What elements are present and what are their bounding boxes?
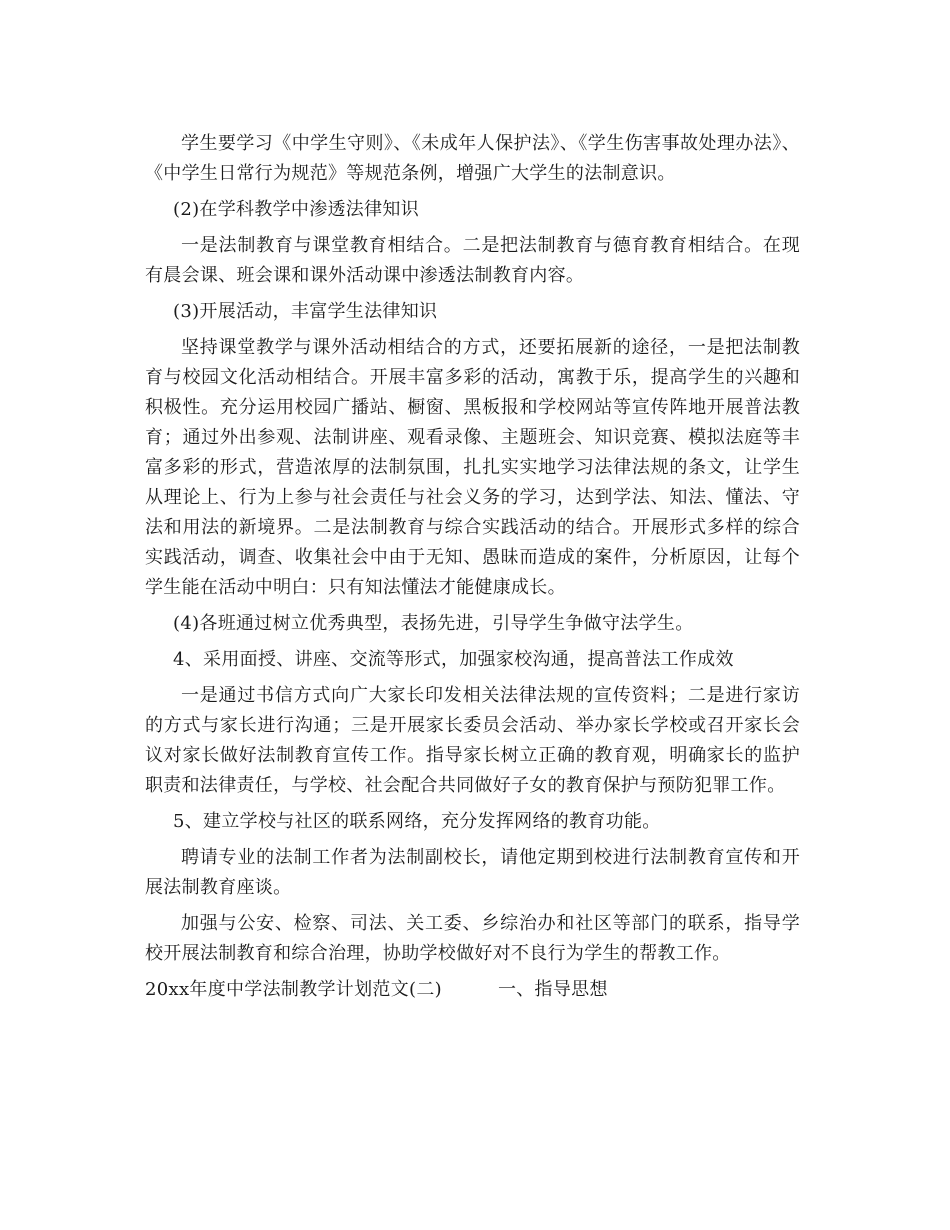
next-document-title: 20xx年度中学法制教学计划范文(二) — [145, 979, 442, 1000]
subheading-activities: (3)开展活动，丰富学生法律知识 — [173, 301, 438, 322]
subheading-class-models: (4)各班通过树立优秀典型，表扬先进，引导学生争做守法学生。 — [173, 613, 694, 634]
document-page — [145, 129, 800, 1011]
paragraph-activities-detail: 坚持课堂教学与课外活动相结合的方式，还要拓展新的途径，一是把法制教育与校园文化活动相结合。开展丰富多彩的活动，寓教于乐，提高学生的兴趣和积极性。充分运用校园广播站、橱窗、黑板报和学校网站等宣传阵地开展普法教育；通过外出参观、法制讲座、观看录像、主题班会、知识竞赛、模拟法庭等丰富多彩的形式，营造浓厚的法制氛围，扎扎实实地学习法律法规的条文，让学生从理论上、行为上参与社会责任与社会义务的学习，达到学法、知法、懂法、守法和用法的新境界。二是法制教育与综合实践活动的结合。开展形式多样的综合实践活动，调查、收集社会中由于无知、愚昧而造成的案件，分析原因，让每个学生能在活动中明白：只有知法懂法才能健康成长。 — [145, 337, 800, 598]
subheading-community-network: 5、建立学校与社区的联系网络，充分发挥网络的教育功能。 — [173, 811, 661, 832]
paragraph-family-school-detail: 一是通过书信方式向广大家长印发相关法律法规的宣传资料；二是进行家访的方式与家长进行沟通；三是开展家长委员会活动、举办家长学校或召开家长会议对家长做好法制教育宣传工作。指导家长树立正确的教育观，明确家长的监护职责和法律责任，与学校、社会配合共同做好子女的教育保护与预防犯罪工作。 — [145, 685, 800, 796]
subheading-subject-teaching: (2)在学科教学中渗透法律知识 — [173, 199, 419, 220]
paragraph-classroom-education: 一是法制教育与课堂教育相结合。二是把法制教育与德育教育相结合。在现有晨会课、班会课和课外活动课中渗透法制教育内容。 — [145, 235, 800, 286]
paragraph-department-contact: 加强与公安、检察、司法、关工委、乡综治办和社区等部门的联系，指导学校开展法制教育和综合治理，协助学校做好对不良行为学生的帮教工作。 — [145, 913, 800, 964]
paragraph-study-regulations: 学生要学习《中学生守则》、《未成年人保护法》、《学生伤害事故处理办法》、《中学生日常行为规范》等规范条例，增强广大学生的法制意识。 — [145, 133, 800, 184]
subheading-family-school: 4、采用面授、讲座、交流等形式，加强家校沟通，提高普法工作成效 — [173, 649, 734, 670]
next-section-heading: 一、指导思想 — [497, 979, 608, 1000]
closing-line — [145, 975, 800, 1005]
paragraph-vice-principal: 聘请专业的法制工作者为法制副校长，请他定期到校进行法制教育宣传和开展法制教育座谈。 — [145, 847, 800, 898]
